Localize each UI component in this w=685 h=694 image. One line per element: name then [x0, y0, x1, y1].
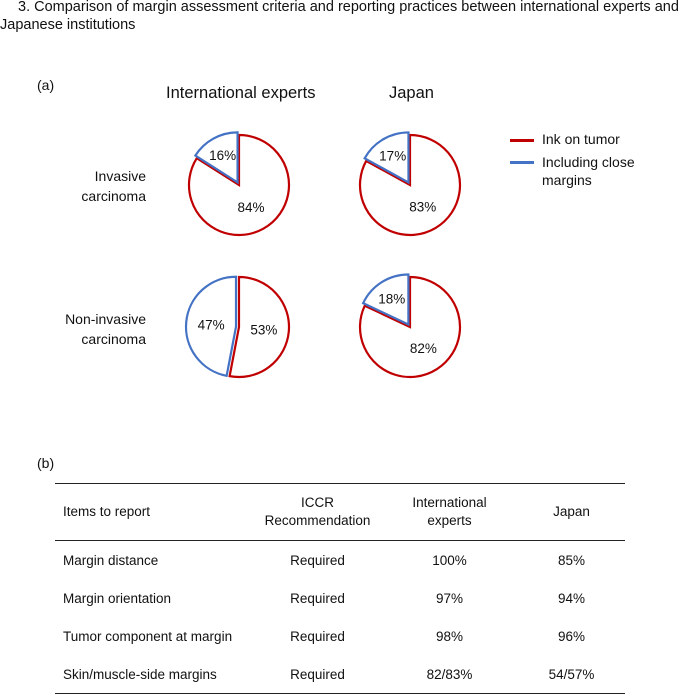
table-row: [55, 579, 625, 617]
table-row: [55, 655, 625, 694]
table-header-japan-line1: Japan: [553, 504, 590, 519]
table-header-items-line1: Items to report: [63, 504, 151, 519]
pie-chart: [360, 132, 460, 235]
table-row: [55, 617, 625, 655]
pie-slice-label: 83%: [409, 199, 437, 215]
pie-row-header-noninvasive-line2: carcinoma: [81, 331, 146, 347]
table-cell: Required: [290, 552, 345, 568]
panel-label-b: (b): [37, 455, 55, 471]
table-cell: 96%: [557, 628, 586, 644]
table-row: [55, 541, 625, 580]
table-header-row: [55, 484, 625, 541]
pie-slice-label: 82%: [409, 341, 437, 357]
table-cell: Margin distance: [63, 552, 159, 568]
reporting-table: [55, 483, 625, 694]
table-cell: Skin/muscle-side margins: [63, 666, 217, 682]
pie-column-header-japan: Japan: [389, 84, 434, 102]
pie-row-header-invasive-line1: Invasive: [94, 168, 146, 184]
table-cell: 94%: [557, 590, 586, 606]
pie-slice-label: 47%: [197, 317, 225, 333]
pie-chart: [189, 132, 289, 235]
panel-label-a: (a): [37, 77, 55, 93]
pie-slice-label: 84%: [237, 199, 265, 215]
table-header-items: [55, 484, 254, 541]
table-cell: 85%: [557, 552, 586, 568]
table-cell: 98%: [435, 628, 464, 644]
pie-chart: [360, 274, 460, 377]
table-header-iccr: [254, 484, 381, 541]
table-header-international-line1: International: [412, 495, 487, 510]
table-cell: Required: [290, 628, 345, 644]
table-header-international: [381, 484, 518, 541]
table-cell: Tumor component at margin: [63, 628, 233, 644]
figure-title-line2: Japanese institutions: [0, 17, 136, 33]
pie-row-header-noninvasive-line1: Non-invasive: [65, 311, 146, 327]
pie-slice-label: 16%: [209, 148, 237, 164]
table-header-japan: [518, 484, 625, 541]
pie-column-header-international: International experts: [166, 84, 316, 102]
table-cell: 97%: [435, 590, 464, 606]
table-cell: 54/57%: [548, 666, 595, 682]
pie-slice-label: 17%: [379, 148, 407, 164]
table-cell: Required: [290, 666, 345, 682]
table-cell: Margin orientation: [63, 590, 172, 606]
legend-label-close-margins-line2: margins: [542, 172, 592, 188]
table-header-international-line2: experts: [427, 513, 472, 528]
pie-row-header-invasive-line2: carcinoma: [81, 188, 146, 204]
figure-title-line1: 3. Comparison of margin assessment criteria and reporting practices between international experts and: [18, 0, 679, 15]
legend-label-ink-on-tumor: Ink on tumor: [542, 131, 620, 147]
table-header-iccr-line1: ICCR: [301, 495, 334, 510]
table-cell: Required: [290, 590, 345, 606]
pie-slice-label: 18%: [378, 291, 406, 307]
table-header-iccr-line2: Recommendation: [264, 513, 371, 528]
table-cell: 100%: [432, 552, 467, 568]
pie-slice-label: 53%: [250, 322, 278, 338]
legend-label-close-margins-line1: Including close: [542, 154, 635, 170]
pie-chart: [186, 277, 289, 377]
table-cell: 82/83%: [426, 666, 473, 682]
